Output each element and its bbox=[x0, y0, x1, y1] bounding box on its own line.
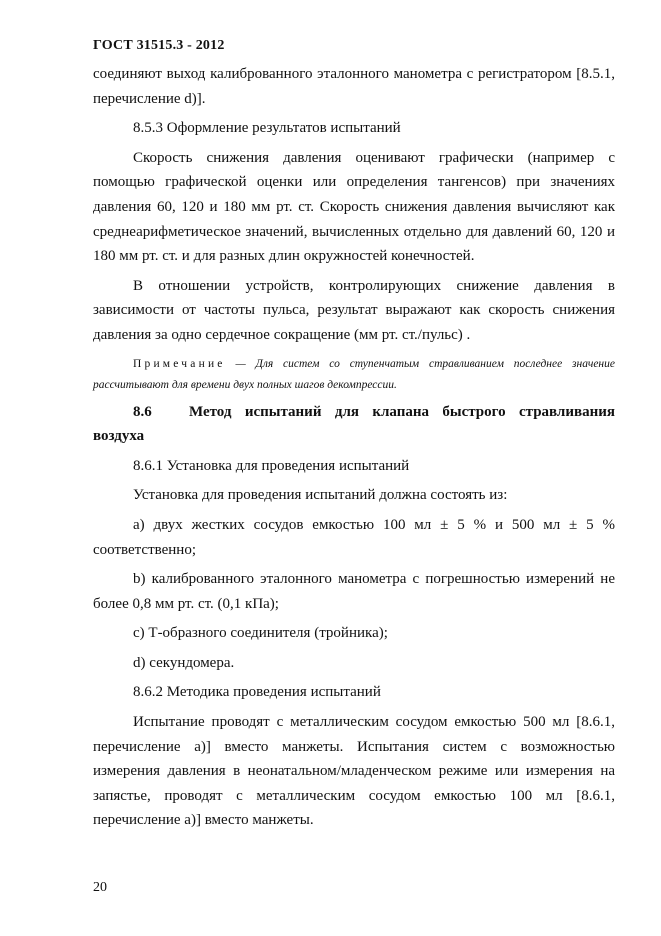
paragraph-setup: Установка для проведения испытаний должна состоять из: bbox=[133, 487, 508, 504]
note-label: Примечание bbox=[133, 357, 226, 370]
subsection-heading-8-5-3: 8.5.3 Оформление результатов испытаний bbox=[133, 120, 401, 137]
paragraph-pressure-rate: Скорость снижения давления оценивают графически (например с помощью графической оценки или определения тангенсов) при значениях давления 60, 120 и 180 мм рт. ст. Скорость снижения давления вычисляют как среднеарифметическое значений, вычисленных отдельно для давлений 60, 120 и 180 мм рт. ст. и для разных длин окружностей конечностей. bbox=[93, 149, 615, 265]
note bbox=[93, 354, 615, 396]
page-content bbox=[93, 62, 615, 833]
list-item-d: d) секундомера. bbox=[133, 654, 235, 671]
section-heading-8-6 bbox=[93, 400, 615, 449]
subsection-heading-8-6-2: 8.6.2 Методика проведения испытаний bbox=[133, 684, 381, 701]
list-item-b: b) калиброванного эталонного манометра с погрешностью измерений не более 0,8 мм рт. ст. (0,1 кПа); bbox=[93, 571, 615, 612]
list-item-c: с) Т-образного соединителя (тройника); bbox=[133, 625, 388, 642]
page-number: 20 bbox=[93, 880, 107, 895]
standard-header: ГОСТ 31515.3 - 2012 bbox=[93, 38, 225, 53]
section-number: 8.6 bbox=[133, 403, 152, 420]
list-item-a: а) двух жестких сосудов емкостью 100 мл ± 5 % и 500 мл ± 5 % соответственно; bbox=[93, 516, 615, 558]
paragraph-continuation: соединяют выход калиброванного эталонного манометра с регистратором [8.5.1, перечисление d)]. bbox=[93, 66, 615, 107]
section-title: Метод испытаний для клапана быстрого стравливания воздуха bbox=[93, 403, 615, 445]
paragraph-procedure: Испытание проводят с металлическим сосудом емкостью 500 мл [8.6.1, перечисление а)] вместо манжеты. Испытания систем с возможностью измерения давления в неонатальном/младенческом режиме или измерения на запястье, проводят с металлическим сосудом емкостью 100 мл [8.6.1, перечисление а)] вместо манжеты. bbox=[93, 714, 615, 829]
note-text: — Для систем со ступенчатым стравливанием последнее значение рассчитывают для времени двух полных шагов декомпрессии. bbox=[93, 357, 615, 391]
paragraph-pulse-devices: В отношении устройств, контролирующих снижение давления в зависимости от частоты пульса, результат выражают как скорость снижения давления за одно сердечное сокращение (мм рт. ст./пульс) . bbox=[93, 277, 615, 343]
subsection-heading-8-6-1: 8.6.1 Установка для проведения испытаний bbox=[133, 457, 410, 474]
